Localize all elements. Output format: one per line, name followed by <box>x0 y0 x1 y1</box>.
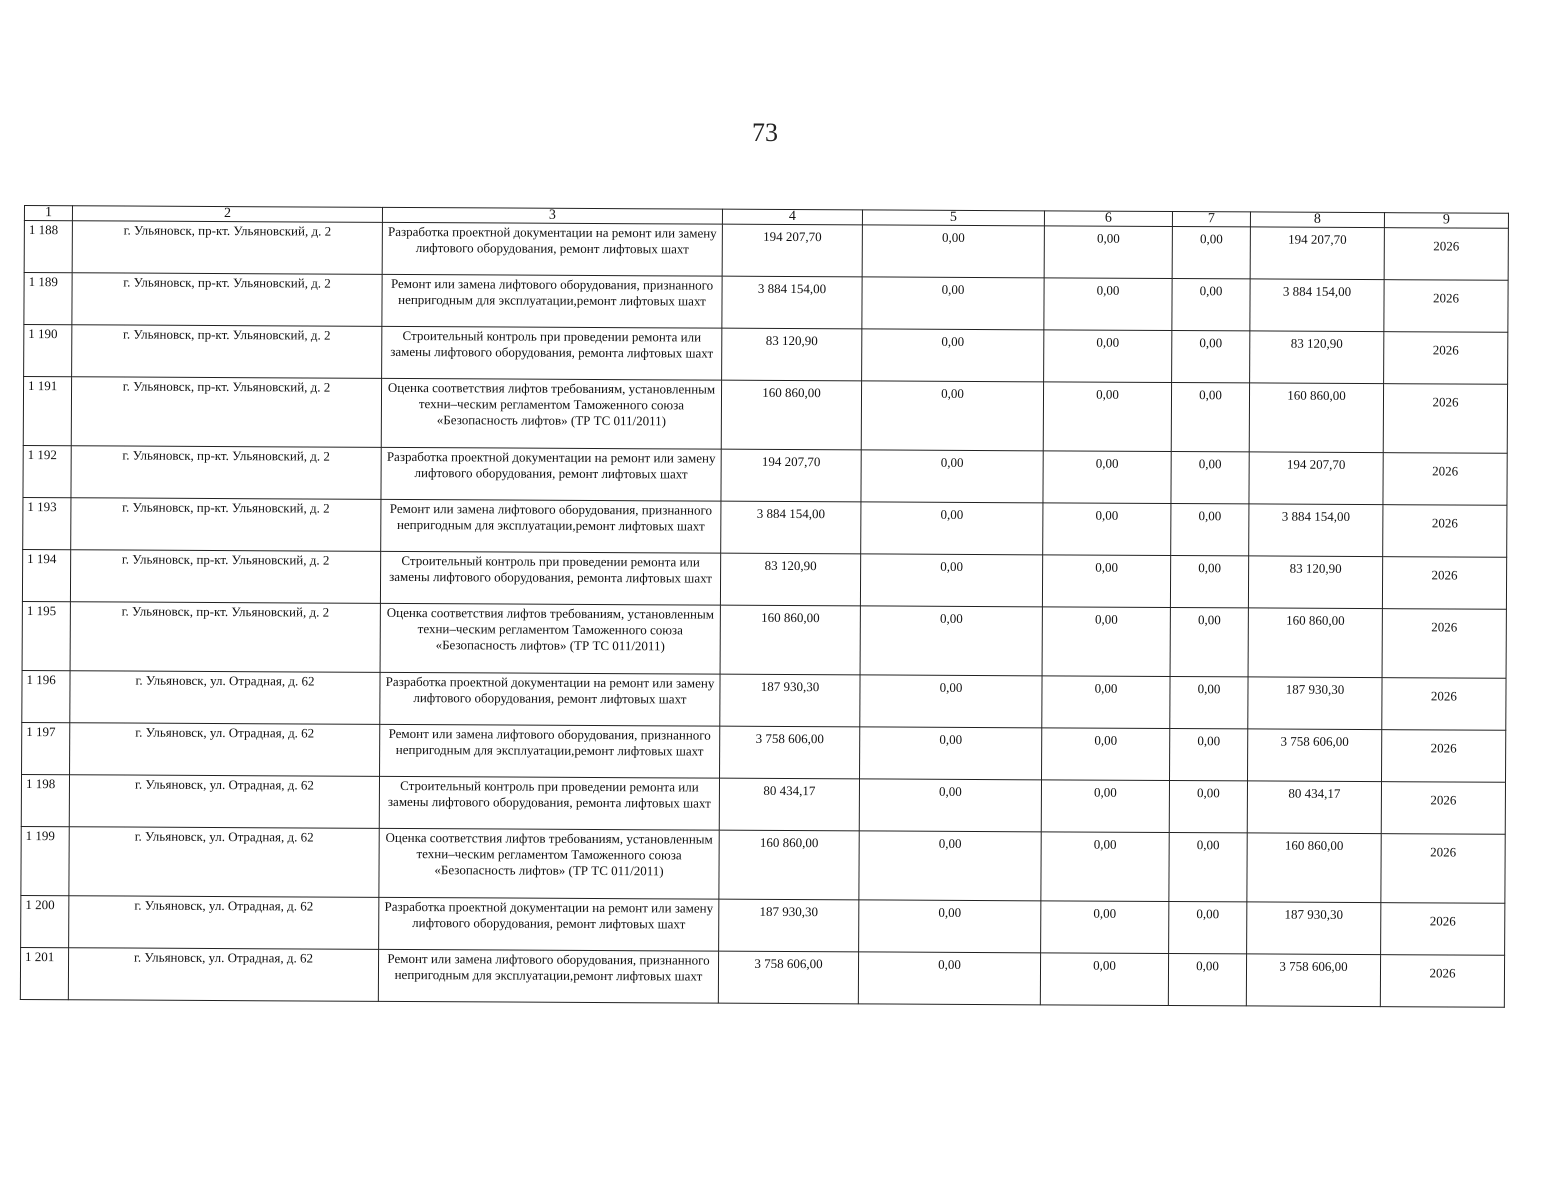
value-col6-cell: 0,00 <box>1043 382 1171 452</box>
address-cell: г. Ульяновск, пр-кт. Ульяновский, д. 2 <box>71 498 381 552</box>
work-description-cell: Разработка проектной документации на ремонт или замену лифтового оборудования, ремонт лифтовых шахт <box>382 222 722 276</box>
works-table <box>20 205 1509 1008</box>
work-description-cell: Строительный контроль при проведении ремонта или замены лифтового оборудования, ремонта лифтовых шахт <box>379 776 719 830</box>
row-number: 1 192 <box>23 445 71 497</box>
value-col6-cell: 0,00 <box>1042 555 1170 608</box>
table-row <box>21 895 1505 955</box>
year-cell: 2026 <box>1380 955 1504 1008</box>
work-description-cell: Оценка соответствия лифтов требованиям, установленным техни–ческим регламентом Таможенного союза «Безопасность лифтов» (ТР ТС 011/2011) <box>380 603 720 674</box>
work-description-cell: Разработка проектной документации на ремонт или замену лифтового оборудования, ремонт лифтовых шахт <box>380 672 720 726</box>
year-cell: 2026 <box>1382 678 1506 731</box>
value-col7-cell: 0,00 <box>1172 279 1250 331</box>
header-cell: 5 <box>862 210 1044 226</box>
value-col6-cell: 0,00 <box>1041 901 1169 954</box>
value-col6-cell: 0,00 <box>1042 728 1170 781</box>
table-row <box>21 774 1505 834</box>
value-col5-cell: 0,00 <box>860 554 1042 607</box>
work-description-cell: Строительный контроль при проведении ремонта или замены лифтового оборудования, ремонта лифтовых шахт <box>380 551 720 605</box>
total-cost-cell: 194 207,70 <box>721 449 861 502</box>
work-description-cell: Ремонт или замена лифтового оборудования, признанного непригодным для эксплуатации,ремонт лифтовых шахт <box>382 274 722 328</box>
table-row <box>24 221 1508 281</box>
total-cost-cell: 160 860,00 <box>719 830 859 900</box>
work-description-cell: Разработка проектной документации на ремонт или замену лифтового оборудования, ремонт лифтовых шахт <box>381 447 721 501</box>
value-col5-cell: 0,00 <box>861 450 1043 503</box>
year-cell: 2026 <box>1381 730 1505 783</box>
address-cell: г. Ульяновск, пр-кт. Ульяновский, д. 2 <box>70 602 380 673</box>
value-col7-cell: 0,00 <box>1170 677 1248 729</box>
address-cell: г. Ульяновск, ул. Отрадная, д. 62 <box>70 723 380 777</box>
address-cell: г. Ульяновск, пр-кт. Ульяновский, д. 2 <box>71 377 381 448</box>
total-cost-cell: 3 884 154,00 <box>721 501 861 554</box>
value-col7-cell: 0,00 <box>1172 331 1250 383</box>
table-row <box>24 273 1508 333</box>
work-description-cell: Оценка соответствия лифтов требованиям, установленным техни–ческим регламентом Таможенного союза «Безопасность лифтов» (ТР ТС 011/2011) <box>379 828 719 899</box>
value-col5-cell: 0,00 <box>862 329 1044 382</box>
value-col6-cell: 0,00 <box>1041 780 1169 833</box>
total-cost-cell: 3 758 606,00 <box>720 726 860 779</box>
total-cost-cell: 3 884 154,00 <box>722 276 862 329</box>
value-col8-cell: 187 930,30 <box>1248 677 1382 730</box>
value-col6-cell: 0,00 <box>1042 676 1170 729</box>
work-description-cell: Ремонт или замена лифтового оборудования, признанного непригодным для эксплуатации,ремонт лифтовых шахт <box>381 499 721 553</box>
value-col5-cell: 0,00 <box>860 606 1042 676</box>
header-cell: 6 <box>1044 211 1172 227</box>
year-cell: 2026 <box>1381 782 1505 835</box>
value-col8-cell: 3 884 154,00 <box>1249 504 1383 557</box>
value-col5-cell: 0,00 <box>861 502 1043 555</box>
year-cell: 2026 <box>1383 505 1507 558</box>
total-cost-cell: 194 207,70 <box>722 224 862 277</box>
table-row <box>22 670 1506 730</box>
value-col8-cell: 83 120,90 <box>1250 331 1384 384</box>
value-col8-cell: 83 120,90 <box>1248 556 1382 609</box>
year-cell: 2026 <box>1382 609 1506 679</box>
table-row <box>20 947 1504 1007</box>
table-row <box>24 325 1508 385</box>
value-col7-cell: 0,00 <box>1171 504 1249 556</box>
value-col5-cell: 0,00 <box>858 952 1040 1005</box>
year-cell: 2026 <box>1382 557 1506 610</box>
value-col7-cell: 0,00 <box>1169 902 1247 954</box>
value-col5-cell: 0,00 <box>860 675 1042 728</box>
table-row <box>22 722 1506 782</box>
total-cost-cell: 83 120,90 <box>720 553 860 606</box>
table-row <box>22 601 1506 678</box>
total-cost-cell: 3 758 606,00 <box>718 951 858 1004</box>
value-col6-cell: 0,00 <box>1040 953 1168 1006</box>
value-col5-cell: 0,00 <box>862 277 1044 330</box>
table-row <box>23 497 1507 557</box>
address-cell: г. Ульяновск, ул. Отрадная, д. 62 <box>69 775 379 829</box>
year-cell: 2026 <box>1383 384 1507 454</box>
work-description-cell: Строительный контроль при проведении ремонта или замены лифтового оборудования, ремонта лифтовых шахт <box>382 326 722 380</box>
value-col7-cell: 0,00 <box>1171 452 1249 504</box>
value-col5-cell: 0,00 <box>859 779 1041 832</box>
address-cell: г. Ульяновск, ул. Отрадная, д. 62 <box>70 671 380 725</box>
header-cell: 3 <box>382 207 722 224</box>
value-col7-cell: 0,00 <box>1168 954 1246 1006</box>
total-cost-cell: 83 120,90 <box>722 328 862 381</box>
total-cost-cell: 160 860,00 <box>721 380 861 450</box>
total-cost-cell: 160 860,00 <box>720 605 860 675</box>
address-cell: г. Ульяновск, ул. Отрадная, д. 62 <box>69 827 379 898</box>
header-cell: 9 <box>1384 213 1508 229</box>
value-col6-cell: 0,00 <box>1044 226 1172 279</box>
value-col8-cell: 3 758 606,00 <box>1248 729 1382 782</box>
table-row <box>22 549 1506 609</box>
page-number: 73 <box>752 118 778 147</box>
value-col8-cell: 3 758 606,00 <box>1246 954 1380 1007</box>
value-col5-cell: 0,00 <box>862 225 1044 278</box>
value-col6-cell: 0,00 <box>1043 451 1171 504</box>
value-col8-cell: 194 207,70 <box>1250 227 1384 280</box>
value-col6-cell: 0,00 <box>1043 503 1171 556</box>
work-description-cell: Разработка проектной документации на ремонт или замену лифтового оборудования, ремонт лифтовых шахт <box>379 897 719 951</box>
row-number: 1 200 <box>21 895 69 947</box>
row-number: 1 198 <box>21 774 69 826</box>
value-col8-cell: 160 860,00 <box>1249 383 1383 453</box>
header-cell: 2 <box>72 206 382 223</box>
row-number: 1 189 <box>24 273 72 325</box>
value-col8-cell: 160 860,00 <box>1248 608 1382 678</box>
work-description-cell: Оценка соответствия лифтов требованиям, установленным техни–ческим регламентом Таможенного союза «Безопасность лифтов» (ТР ТС 011/2011) <box>381 378 721 449</box>
row-number: 1 194 <box>22 549 70 601</box>
value-col6-cell: 0,00 <box>1044 278 1172 331</box>
total-cost-cell: 187 930,30 <box>719 899 859 952</box>
table-row <box>23 445 1507 505</box>
year-cell: 2026 <box>1383 453 1507 506</box>
year-cell: 2026 <box>1384 228 1508 281</box>
header-cell: 4 <box>722 209 862 225</box>
value-col8-cell: 3 884 154,00 <box>1250 279 1384 332</box>
value-col7-cell: 0,00 <box>1171 383 1249 452</box>
work-description-cell: Ремонт или замена лифтового оборудования, признанного непригодным для эксплуатации,ремонт лифтовых шахт <box>378 949 718 1003</box>
address-cell: г. Ульяновск, ул. Отрадная, д. 62 <box>68 948 378 1002</box>
address-cell: г. Ульяновск, пр-кт. Ульяновский, д. 2 <box>72 325 382 379</box>
value-col7-cell: 0,00 <box>1170 608 1248 677</box>
total-cost-cell: 80 434,17 <box>719 778 859 831</box>
year-cell: 2026 <box>1381 834 1505 904</box>
value-col7-cell: 0,00 <box>1170 556 1248 608</box>
table-row <box>23 377 1507 454</box>
address-cell: г. Ульяновск, ул. Отрадная, д. 62 <box>69 896 379 950</box>
row-number: 1 195 <box>22 601 70 670</box>
row-number: 1 197 <box>22 722 70 774</box>
value-col6-cell: 0,00 <box>1041 832 1169 902</box>
work-description-cell: Ремонт или замена лифтового оборудования, признанного непригодным для эксплуатации,ремонт лифтовых шахт <box>380 724 720 778</box>
address-cell: г. Ульяновск, пр-кт. Ульяновский, д. 2 <box>70 550 380 604</box>
value-col7-cell: 0,00 <box>1170 729 1248 781</box>
row-number: 1 190 <box>24 325 72 377</box>
value-col7-cell: 0,00 <box>1172 227 1250 279</box>
row-number: 1 199 <box>21 826 69 895</box>
value-col8-cell: 160 860,00 <box>1247 833 1381 903</box>
value-col7-cell: 0,00 <box>1169 781 1247 833</box>
table-row <box>21 826 1505 903</box>
table-body <box>20 221 1508 1008</box>
row-number: 1 188 <box>24 221 72 273</box>
row-number: 1 191 <box>23 377 71 446</box>
address-cell: г. Ульяновск, пр-кт. Ульяновский, д. 2 <box>72 221 382 275</box>
value-col6-cell: 0,00 <box>1042 607 1170 677</box>
year-cell: 2026 <box>1381 903 1505 956</box>
header-cell: 8 <box>1250 212 1384 228</box>
row-number: 1 201 <box>20 947 68 999</box>
header-cell: 1 <box>24 206 72 221</box>
value-col5-cell: 0,00 <box>861 381 1043 451</box>
header-cell: 7 <box>1172 212 1250 227</box>
row-number: 1 193 <box>23 497 71 549</box>
value-col5-cell: 0,00 <box>859 900 1041 953</box>
value-col8-cell: 80 434,17 <box>1247 781 1381 834</box>
address-cell: г. Ульяновск, пр-кт. Ульяновский, д. 2 <box>71 446 381 500</box>
value-col8-cell: 187 930,30 <box>1247 902 1381 955</box>
value-col5-cell: 0,00 <box>859 831 1041 901</box>
value-col6-cell: 0,00 <box>1044 330 1172 383</box>
year-cell: 2026 <box>1384 332 1508 385</box>
address-cell: г. Ульяновск, пр-кт. Ульяновский, д. 2 <box>72 273 382 327</box>
row-number: 1 196 <box>22 670 70 722</box>
total-cost-cell: 187 930,30 <box>720 674 860 727</box>
value-col8-cell: 194 207,70 <box>1249 452 1383 505</box>
value-col5-cell: 0,00 <box>860 727 1042 780</box>
value-col7-cell: 0,00 <box>1169 833 1247 902</box>
year-cell: 2026 <box>1384 280 1508 333</box>
